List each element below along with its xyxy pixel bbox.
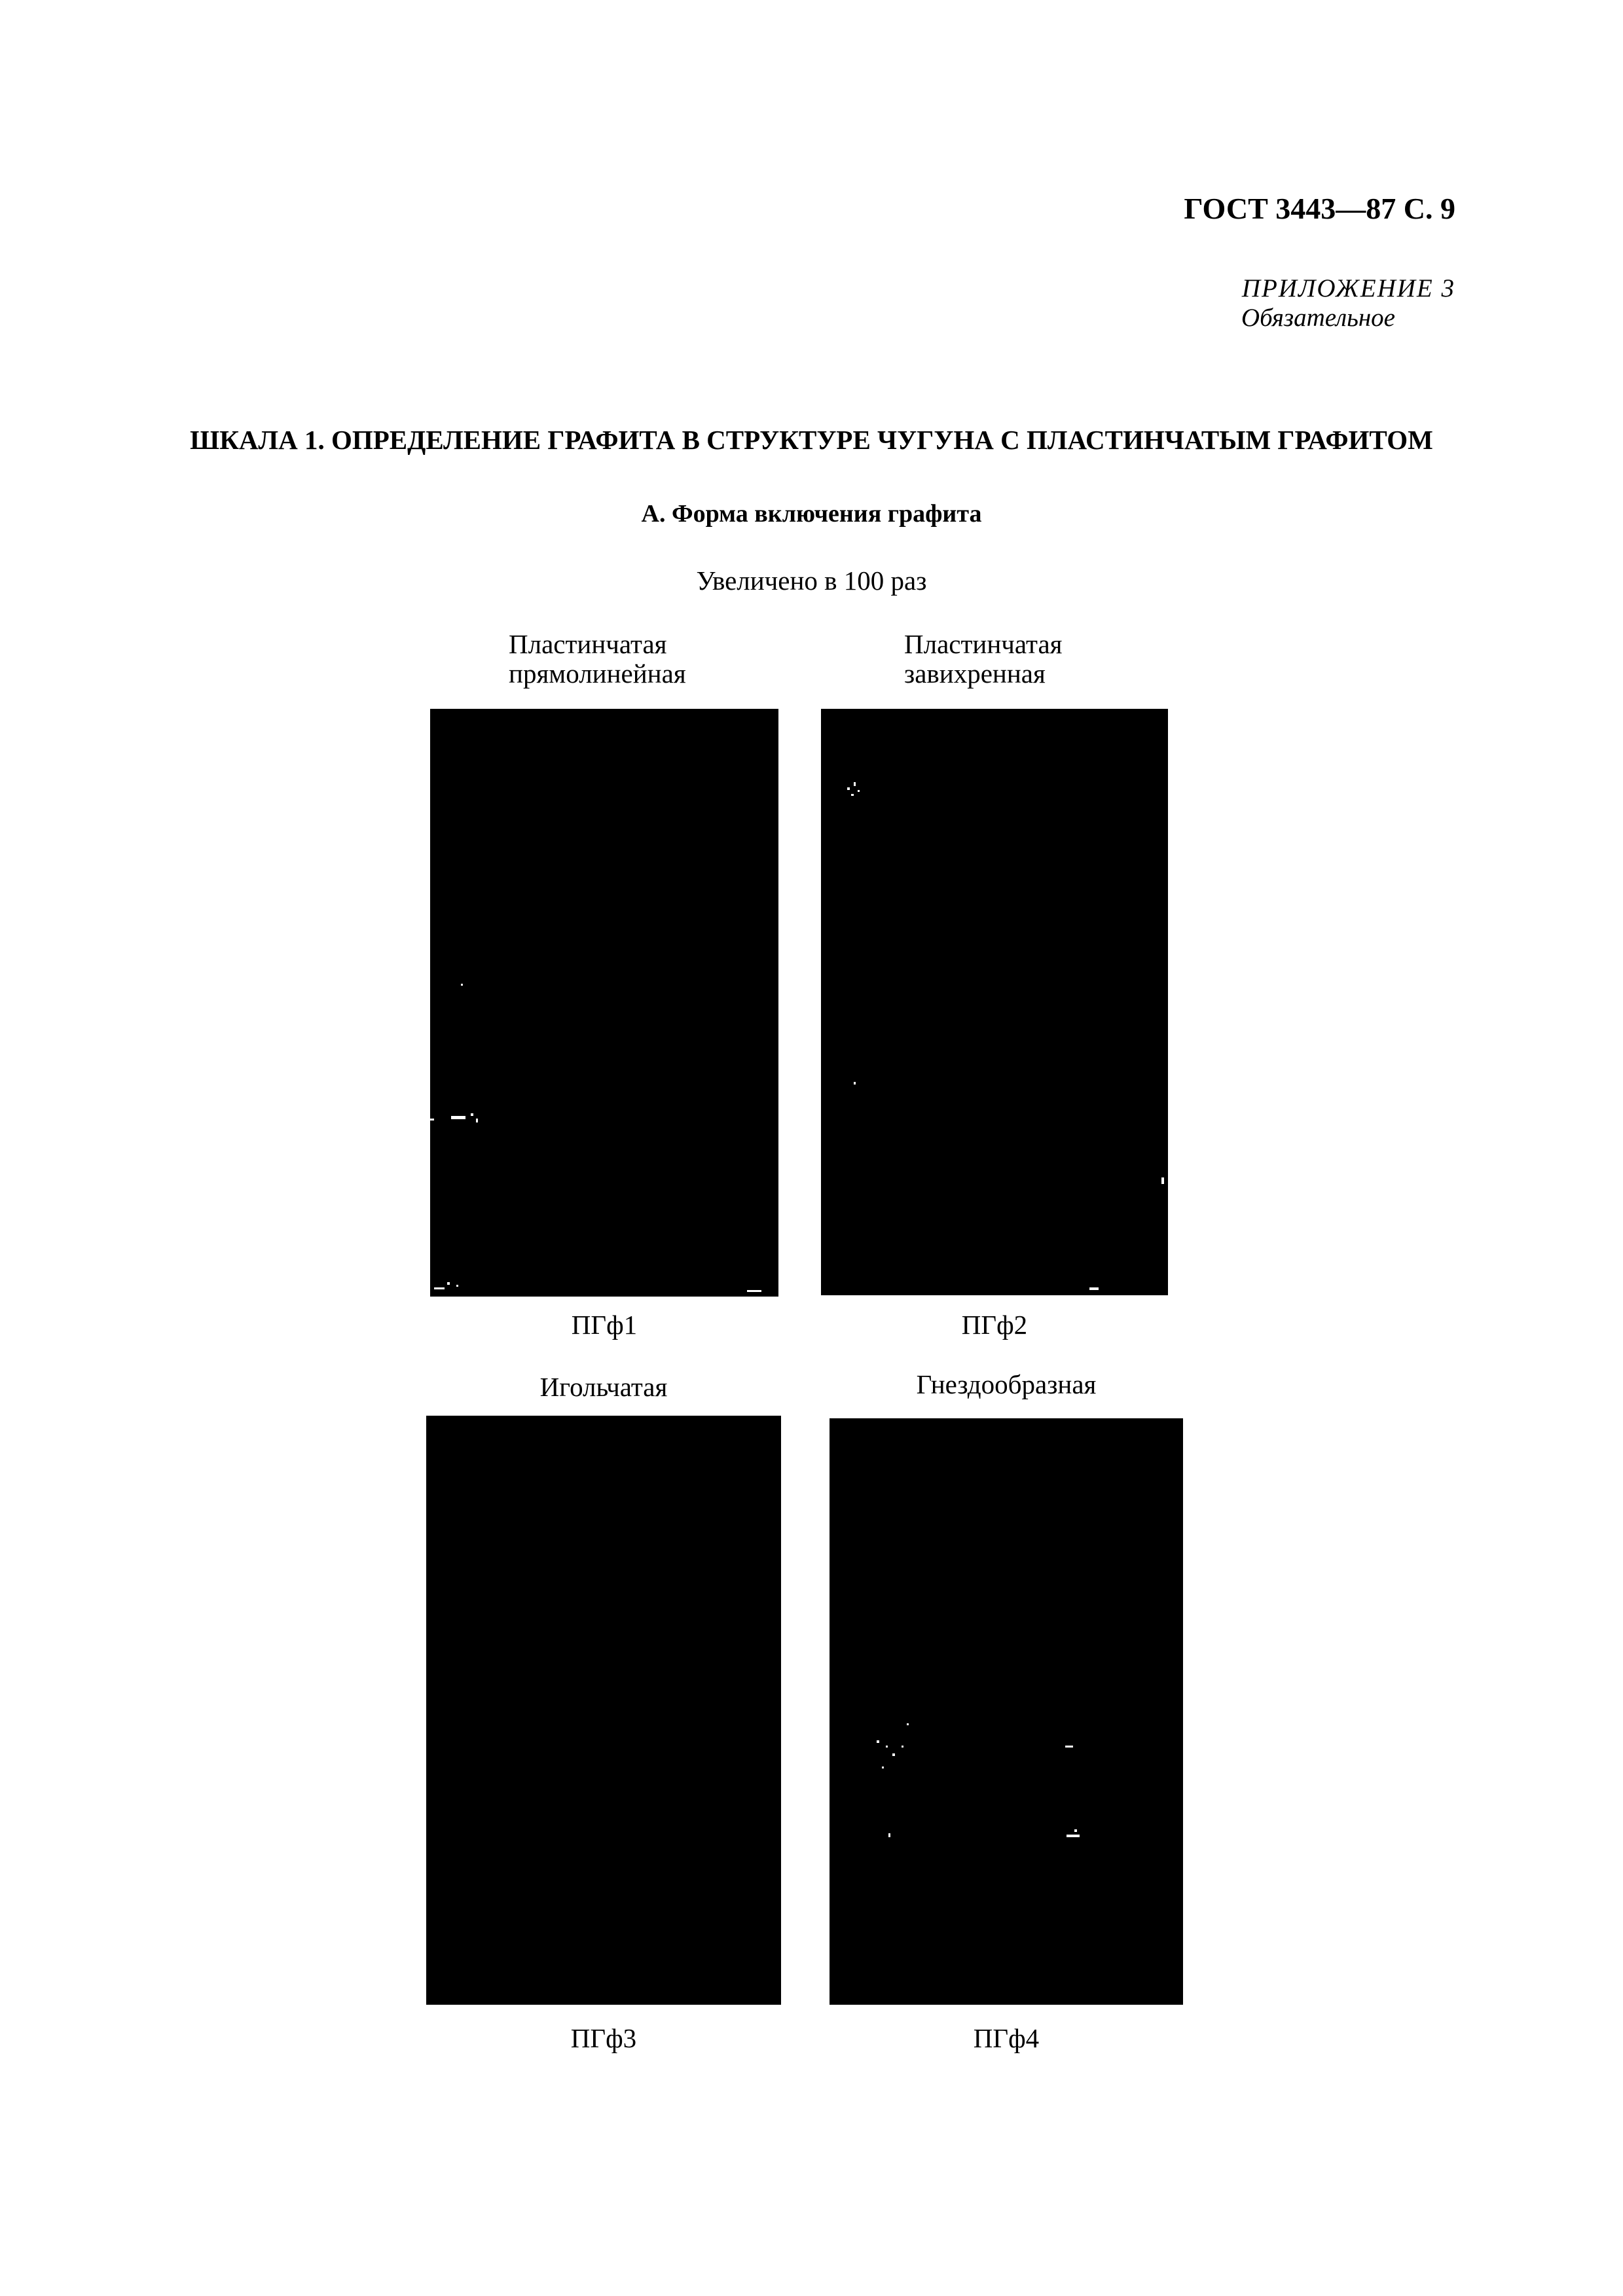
graphite-inclusion [434, 1287, 445, 1289]
graphite-inclusion [1089, 1287, 1099, 1290]
appendix-title: ПРИЛОЖЕНИЕ 3 [1241, 274, 1455, 302]
graphite-inclusion [1074, 1829, 1077, 1832]
figure-4-type-line-1: Гнездообразная [916, 1369, 1097, 1399]
graphite-inclusion [476, 1119, 478, 1122]
graphite-inclusion [747, 1290, 761, 1292]
graphite-inclusion [1067, 1835, 1080, 1837]
graphite-inclusion [907, 1723, 909, 1725]
graphite-inclusion [858, 790, 860, 792]
graphite-inclusion [877, 1740, 879, 1743]
figure-3-type-line-1: Игольчатая [539, 1372, 668, 1402]
figure-2-type-line-1: Пластинчатая [904, 629, 1063, 659]
graphite-inclusion [854, 782, 856, 786]
page-reference: ГОСТ 3443—87 С. 9 [1184, 192, 1455, 225]
graphite-inclusion [888, 1833, 890, 1837]
figure-2-micrograph [821, 709, 1168, 1295]
graphite-inclusion [902, 1746, 903, 1748]
appendix-status: Обязательное [1241, 304, 1395, 332]
graphite-inclusion [471, 1113, 473, 1116]
figure-4-code: ПГф4 [973, 2023, 1040, 2053]
figure-1-code: ПГф1 [571, 1310, 638, 1340]
figure-2-type-label [904, 630, 1063, 689]
figure-3-code: ПГф3 [570, 2023, 637, 2053]
figure-2-code: ПГф2 [961, 1310, 1028, 1340]
graphite-inclusion [456, 1285, 458, 1287]
figure-4-type-label [830, 1370, 1183, 1399]
magnification-note: Увеличено в 100 раз [696, 565, 927, 596]
figure-2-type-line-2: завихренная [904, 658, 1046, 689]
graphite-inclusion [882, 1767, 884, 1768]
figure-1-type-label [509, 630, 686, 689]
graphite-inclusion [447, 1282, 450, 1285]
figure-1-type-line-1: Пластинчатая [509, 629, 667, 659]
figure-1-micrograph [430, 709, 778, 1297]
graphite-inclusion [461, 984, 463, 986]
graphite-inclusion [451, 1116, 465, 1119]
section-title: А. Форма включения графита [641, 500, 982, 528]
graphite-inclusion [847, 787, 850, 790]
graphite-inclusion [1161, 1177, 1164, 1184]
graphite-inclusion [854, 1082, 856, 1085]
graphite-inclusion [430, 1119, 434, 1121]
graphite-inclusion [851, 794, 854, 796]
graphite-inclusion [892, 1753, 895, 1756]
figure-3-micrograph [426, 1416, 781, 2005]
figure-3-type-label [426, 1372, 781, 1402]
scale-title: ШКАЛА 1. ОПРЕДЕЛЕНИЕ ГРАФИТА В СТРУКТУРЕ ЧУГУНА С ПЛАСТИНЧАТЫМ ГРАФИТОМ [190, 425, 1433, 455]
figure-4-micrograph [830, 1418, 1183, 2005]
graphite-inclusion [1065, 1746, 1073, 1748]
graphite-inclusion [886, 1746, 888, 1748]
figure-1-type-line-2: прямолинейная [509, 658, 686, 689]
